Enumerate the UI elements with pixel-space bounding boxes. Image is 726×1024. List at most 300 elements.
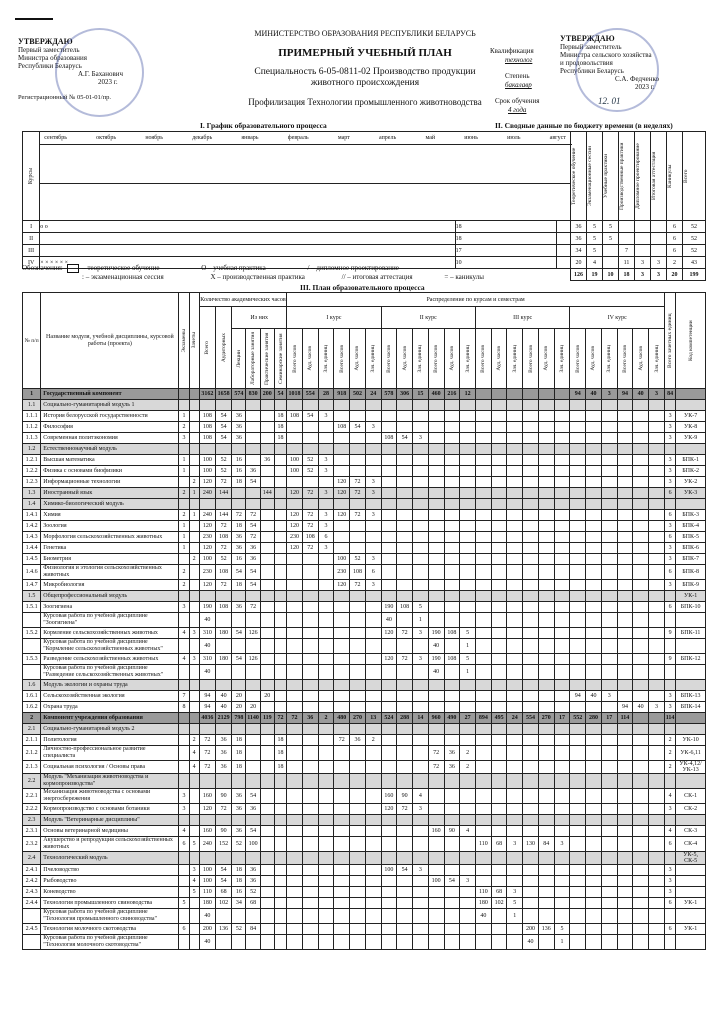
plan-header-exams: Экзамены xyxy=(181,328,188,353)
semester-cell: 108 xyxy=(350,565,366,580)
budget-cell: 43 xyxy=(683,257,706,269)
semester-cell xyxy=(586,826,602,837)
semester-cell xyxy=(538,455,554,466)
row-competence xyxy=(676,724,706,735)
row-cell: 102 xyxy=(216,898,232,909)
plan-header-distribution: Распределение по курсам и семестрам xyxy=(426,296,525,303)
semester-cell xyxy=(617,422,633,433)
semester-cell: 460 xyxy=(428,389,444,400)
semester-cell xyxy=(397,554,413,565)
semester-cell: 40 xyxy=(586,691,602,702)
row-competence: БПК-12 xyxy=(676,654,706,665)
semester-cell xyxy=(538,580,554,591)
row-name: Охрана труда xyxy=(41,702,179,713)
semester-cell xyxy=(302,477,318,488)
semester-cell xyxy=(570,444,586,455)
row-competence xyxy=(676,499,706,510)
semester-cell xyxy=(302,422,318,433)
row-competence xyxy=(676,876,706,887)
row-cell: 100 xyxy=(199,865,215,876)
semester-cell xyxy=(554,774,570,789)
row-competence: УК-7 xyxy=(676,411,706,422)
row-competence: БПК-2 xyxy=(676,466,706,477)
semester-cell xyxy=(523,909,539,924)
semester-cell xyxy=(350,521,366,532)
semester-cell xyxy=(586,521,602,532)
semester-cell xyxy=(523,628,539,639)
row-credit-units xyxy=(665,665,676,680)
semester-cell xyxy=(475,477,491,488)
row-name: Информационные технологии xyxy=(41,477,179,488)
semester-cell xyxy=(444,554,460,565)
semester-cell xyxy=(334,455,350,466)
row-cell: 108 xyxy=(199,411,215,422)
semester-cell: 230 xyxy=(287,532,303,543)
semester-cell xyxy=(475,746,491,761)
semester-cell: 68 xyxy=(491,837,507,852)
row-cell xyxy=(232,680,246,691)
semester-cell: 40 xyxy=(428,665,444,680)
row-cell xyxy=(179,774,189,789)
semester-cell: 5 xyxy=(554,924,570,935)
row-name: История белорусской государственности xyxy=(41,411,179,422)
row-competence xyxy=(676,935,706,950)
row-cell: 54 xyxy=(246,580,260,591)
semester-cell: 120 xyxy=(287,510,303,521)
semester-cell xyxy=(633,400,649,411)
row-credit-units: 3 xyxy=(665,466,676,477)
row-cell xyxy=(260,466,274,477)
semester-cell: 13 xyxy=(365,713,381,724)
semester-cell xyxy=(460,477,476,488)
row-cell: 119 xyxy=(260,713,274,724)
row-cell: 574 xyxy=(232,389,246,400)
semester-cell xyxy=(570,521,586,532)
semester-cell xyxy=(601,935,617,950)
semester-cell xyxy=(334,532,350,543)
semester-cell xyxy=(507,654,523,665)
plan-row xyxy=(23,654,706,665)
row-cell: 230 xyxy=(199,532,215,543)
semester-cell xyxy=(460,580,476,591)
row-competence: БПК-7 xyxy=(676,554,706,565)
semester-cell xyxy=(365,521,381,532)
row-credit-units: 84 xyxy=(665,389,676,400)
semester-cell xyxy=(350,591,366,602)
semester-cell xyxy=(649,761,665,774)
semester-cell xyxy=(428,543,444,554)
semester-cell xyxy=(365,724,381,735)
budget-cell: 36 xyxy=(571,233,587,245)
semester-cell xyxy=(444,455,460,466)
semester-cell xyxy=(302,680,318,691)
semester-cell: 54 xyxy=(397,433,413,444)
semester-cell xyxy=(523,444,539,455)
row-number: 1.1.2 xyxy=(23,422,41,433)
semester-cell xyxy=(617,691,633,702)
approve-right-line: Первый заместитель xyxy=(560,43,622,51)
semester-cell xyxy=(365,665,381,680)
row-cell: 90 xyxy=(216,789,232,804)
row-cell: 310 xyxy=(199,628,215,639)
plan-row xyxy=(23,455,706,466)
duration-value: 4 года xyxy=(508,106,527,114)
row-cell: 798 xyxy=(232,713,246,724)
row-cell xyxy=(260,628,274,639)
row-cell: 36 xyxy=(246,804,260,815)
row-cell: 18 xyxy=(232,521,246,532)
semester-cell xyxy=(287,898,303,909)
semester-cell xyxy=(381,400,397,411)
semester-cell: 1 xyxy=(413,613,429,628)
semester-cell: 24 xyxy=(507,713,523,724)
row-credit-units: 6 xyxy=(665,510,676,521)
semester-cell xyxy=(601,639,617,654)
semester-cell xyxy=(334,935,350,950)
semester-cell xyxy=(538,691,554,702)
semester-cell xyxy=(538,724,554,735)
semester-cell xyxy=(444,591,460,602)
semester-cell xyxy=(334,691,350,702)
semester-cell xyxy=(491,804,507,815)
row-cell xyxy=(179,746,189,761)
semester-cell xyxy=(397,852,413,865)
row-number: 2.3.1 xyxy=(23,826,41,837)
row-cell xyxy=(189,898,199,909)
row-credit-units: 3 xyxy=(665,521,676,532)
row-cell: 2 xyxy=(189,477,199,488)
semester-cell xyxy=(413,466,429,477)
row-cell xyxy=(260,665,274,680)
semester-cell xyxy=(586,680,602,691)
row-cell: 72 xyxy=(246,510,260,521)
semester-cell xyxy=(460,691,476,702)
semester-cell xyxy=(633,543,649,554)
semester-cell xyxy=(444,602,460,613)
semester-cell: 3 xyxy=(318,455,334,466)
semester-cell xyxy=(287,591,303,602)
row-cell: 54 xyxy=(216,422,232,433)
semester-cell xyxy=(507,876,523,887)
row-cell xyxy=(274,898,286,909)
row-cell xyxy=(189,591,199,602)
row-credit-units: 4 xyxy=(665,789,676,804)
semester-cell xyxy=(633,898,649,909)
row-cell xyxy=(260,935,274,950)
row-cell xyxy=(199,774,215,789)
row-cell xyxy=(274,639,286,654)
row-credit-units: 3 xyxy=(665,876,676,887)
semester-cell xyxy=(475,591,491,602)
semester-cell xyxy=(318,628,334,639)
semester-cell xyxy=(365,815,381,826)
semester-cell xyxy=(507,735,523,746)
semester-cell xyxy=(350,444,366,455)
semester-cell xyxy=(428,510,444,521)
semester-cell xyxy=(444,444,460,455)
semester-cell xyxy=(444,774,460,789)
semester-cell: 94 xyxy=(570,389,586,400)
budget-cell: 34 xyxy=(571,245,587,257)
semester-cell xyxy=(365,602,381,613)
semester-cell xyxy=(649,639,665,654)
semester-cell xyxy=(649,680,665,691)
semester-cell: 3 xyxy=(413,628,429,639)
row-cell xyxy=(189,789,199,804)
row-cell: 1140 xyxy=(246,713,260,724)
semester-cell xyxy=(507,761,523,774)
semester-cell xyxy=(287,865,303,876)
row-cell xyxy=(260,746,274,761)
row-cell xyxy=(246,852,260,865)
plan-subheader: Зач. единиц xyxy=(511,344,518,373)
semester-cell xyxy=(334,628,350,639)
semester-cell xyxy=(649,789,665,804)
semester-cell xyxy=(444,613,460,628)
semester-cell xyxy=(538,654,554,665)
row-name: Физика с основами биофизики xyxy=(41,466,179,477)
row-cell xyxy=(189,665,199,680)
semester-cell xyxy=(491,691,507,702)
row-cell: 1 xyxy=(179,532,189,543)
semester-cell xyxy=(570,804,586,815)
budget-cell xyxy=(651,233,667,245)
row-cell xyxy=(274,774,286,789)
row-cell xyxy=(216,815,232,826)
semester-cell xyxy=(428,433,444,444)
semester-cell xyxy=(397,499,413,510)
semester-cell xyxy=(287,887,303,898)
schedule-weeks: 18 xyxy=(455,233,556,245)
row-cell xyxy=(179,499,189,510)
semester-cell xyxy=(570,488,586,499)
semester-cell xyxy=(633,580,649,591)
semester-cell xyxy=(302,815,318,826)
semester-cell: 72 xyxy=(334,735,350,746)
semester-cell xyxy=(318,613,334,628)
semester-cell xyxy=(649,852,665,865)
semester-cell xyxy=(649,477,665,488)
semester-cell xyxy=(617,433,633,444)
semester-cell xyxy=(523,887,539,898)
row-number: 1.4.1 xyxy=(23,510,41,521)
duration-label: Срок обучения xyxy=(495,97,540,105)
semester-cell: 288 xyxy=(397,713,413,724)
row-cell: 54 xyxy=(216,876,232,887)
row-number: 1.4.3 xyxy=(23,532,41,543)
semester-cell xyxy=(570,422,586,433)
semester-cell xyxy=(570,411,586,422)
semester-cell: 1018 xyxy=(287,389,303,400)
row-cell: 54 xyxy=(246,521,260,532)
semester-cell xyxy=(523,400,539,411)
semester-cell xyxy=(586,466,602,477)
semester-cell xyxy=(601,466,617,477)
plan-header-sem: Семинарские занятия xyxy=(277,333,284,384)
semester-cell xyxy=(287,422,303,433)
semester-cell: 1 xyxy=(554,935,570,950)
semester-cell xyxy=(538,521,554,532)
semester-cell xyxy=(365,852,381,865)
semester-cell xyxy=(350,865,366,876)
degree-label: Степень xyxy=(505,72,530,80)
semester-cell: 94 xyxy=(617,702,633,713)
semester-cell xyxy=(428,702,444,713)
semester-cell xyxy=(617,591,633,602)
semester-cell xyxy=(523,898,539,909)
semester-cell: 3 xyxy=(413,654,429,665)
semester-cell xyxy=(633,602,649,613)
legend-item: // – итоговая аттестация xyxy=(341,273,413,281)
semester-cell xyxy=(633,713,649,724)
semester-cell xyxy=(381,898,397,909)
row-cell: 120 xyxy=(199,580,215,591)
semester-cell xyxy=(554,466,570,477)
plan-row xyxy=(23,887,706,898)
semester-cell xyxy=(649,804,665,815)
plan-subheader: Всего часов xyxy=(291,344,298,373)
semester-cell xyxy=(538,909,554,924)
semester-cell xyxy=(397,510,413,521)
semester-cell xyxy=(475,852,491,865)
semester-cell xyxy=(649,837,665,852)
semester-cell xyxy=(460,521,476,532)
row-cell xyxy=(274,444,286,455)
semester-cell xyxy=(507,602,523,613)
semester-cell xyxy=(444,488,460,499)
semester-cell xyxy=(334,702,350,713)
semester-cell xyxy=(460,935,476,950)
semester-cell xyxy=(397,444,413,455)
semester-cell xyxy=(318,837,334,852)
semester-cell xyxy=(397,924,413,935)
semester-cell xyxy=(334,654,350,665)
semester-cell xyxy=(444,680,460,691)
row-name: Иностранный язык xyxy=(41,488,179,499)
semester-cell xyxy=(554,909,570,924)
semester-cell xyxy=(523,804,539,815)
semester-cell xyxy=(365,876,381,887)
semester-cell xyxy=(523,826,539,837)
row-cell: 36 xyxy=(246,865,260,876)
semester-cell: 5 xyxy=(460,628,476,639)
semester-cell: 306 xyxy=(397,389,413,400)
semester-cell xyxy=(428,602,444,613)
semester-cell xyxy=(444,865,460,876)
semester-cell: 480 xyxy=(334,713,350,724)
semester-cell xyxy=(633,746,649,761)
semester-cell xyxy=(570,746,586,761)
row-cell: 54 xyxy=(216,865,232,876)
row-cell xyxy=(189,924,199,935)
row-cell: 100 xyxy=(246,837,260,852)
semester-cell xyxy=(586,591,602,602)
row-cell: 3 xyxy=(179,789,189,804)
row-credit-units: 3 xyxy=(665,422,676,433)
semester-cell xyxy=(491,455,507,466)
semester-cell xyxy=(570,702,586,713)
plan-row xyxy=(23,680,706,691)
row-cell: 52 xyxy=(232,924,246,935)
row-cell xyxy=(260,702,274,713)
row-number xyxy=(23,639,41,654)
row-cell xyxy=(232,444,246,455)
row-cell xyxy=(179,735,189,746)
plan-header-credits: Зачеты xyxy=(191,332,198,349)
semester-cell xyxy=(617,628,633,639)
semester-cell xyxy=(507,411,523,422)
row-number: 2.2.2 xyxy=(23,804,41,815)
semester-cell xyxy=(397,532,413,543)
plan-subheader: Ауд. часов xyxy=(590,346,597,371)
row-cell: 120 xyxy=(199,477,215,488)
row-cell: 72 xyxy=(199,735,215,746)
semester-cell xyxy=(318,680,334,691)
semester-cell xyxy=(649,466,665,477)
semester-cell xyxy=(554,488,570,499)
semester-cell xyxy=(491,746,507,761)
semester-cell xyxy=(460,543,476,554)
semester-cell xyxy=(586,411,602,422)
row-cell xyxy=(274,602,286,613)
legend-item: О – учебная практика xyxy=(201,264,266,273)
semester-cell xyxy=(350,724,366,735)
semester-cell xyxy=(523,724,539,735)
row-number: 1.5 xyxy=(23,591,41,602)
semester-cell xyxy=(397,477,413,488)
semester-cell xyxy=(350,532,366,543)
budget-cell xyxy=(619,221,635,233)
semester-cell xyxy=(365,774,381,789)
semester-cell: 94 xyxy=(617,389,633,400)
semester-cell: 3 xyxy=(507,887,523,898)
semester-cell xyxy=(397,488,413,499)
semester-cell xyxy=(586,628,602,639)
row-number: 1.5.2 xyxy=(23,628,41,639)
semester-cell xyxy=(586,665,602,680)
semester-cell xyxy=(586,499,602,510)
semester-cell: 72 xyxy=(428,746,444,761)
qualification-label: Квалификация xyxy=(490,47,534,55)
semester-cell xyxy=(444,477,460,488)
semester-cell xyxy=(649,654,665,665)
semester-cell xyxy=(649,602,665,613)
semester-cell xyxy=(381,735,397,746)
semester-cell: 1 xyxy=(507,909,523,924)
row-name: Курсовая работа по учебной дисциплине "Технология молочного скотоводства" xyxy=(41,935,179,950)
row-cell xyxy=(189,774,199,789)
semester-cell xyxy=(365,499,381,510)
row-credit-units xyxy=(665,852,676,865)
semester-cell xyxy=(318,591,334,602)
budget-cell: 5 xyxy=(587,233,603,245)
semester-cell xyxy=(413,521,429,532)
semester-cell xyxy=(428,565,444,580)
semester-cell xyxy=(444,804,460,815)
semester-cell xyxy=(523,591,539,602)
semester-cell xyxy=(302,444,318,455)
semester-cell: 28 xyxy=(318,389,334,400)
plan-subheader: Всего часов xyxy=(480,344,487,373)
semester-cell xyxy=(318,909,334,924)
semester-cell xyxy=(586,746,602,761)
budget-total-cell: 19 xyxy=(587,269,603,281)
legend-item: – теоретическое обучение xyxy=(82,264,160,273)
semester-cell xyxy=(365,746,381,761)
semester-cell xyxy=(649,543,665,554)
semester-cell xyxy=(428,613,444,628)
row-competence: СК-2 xyxy=(676,804,706,815)
